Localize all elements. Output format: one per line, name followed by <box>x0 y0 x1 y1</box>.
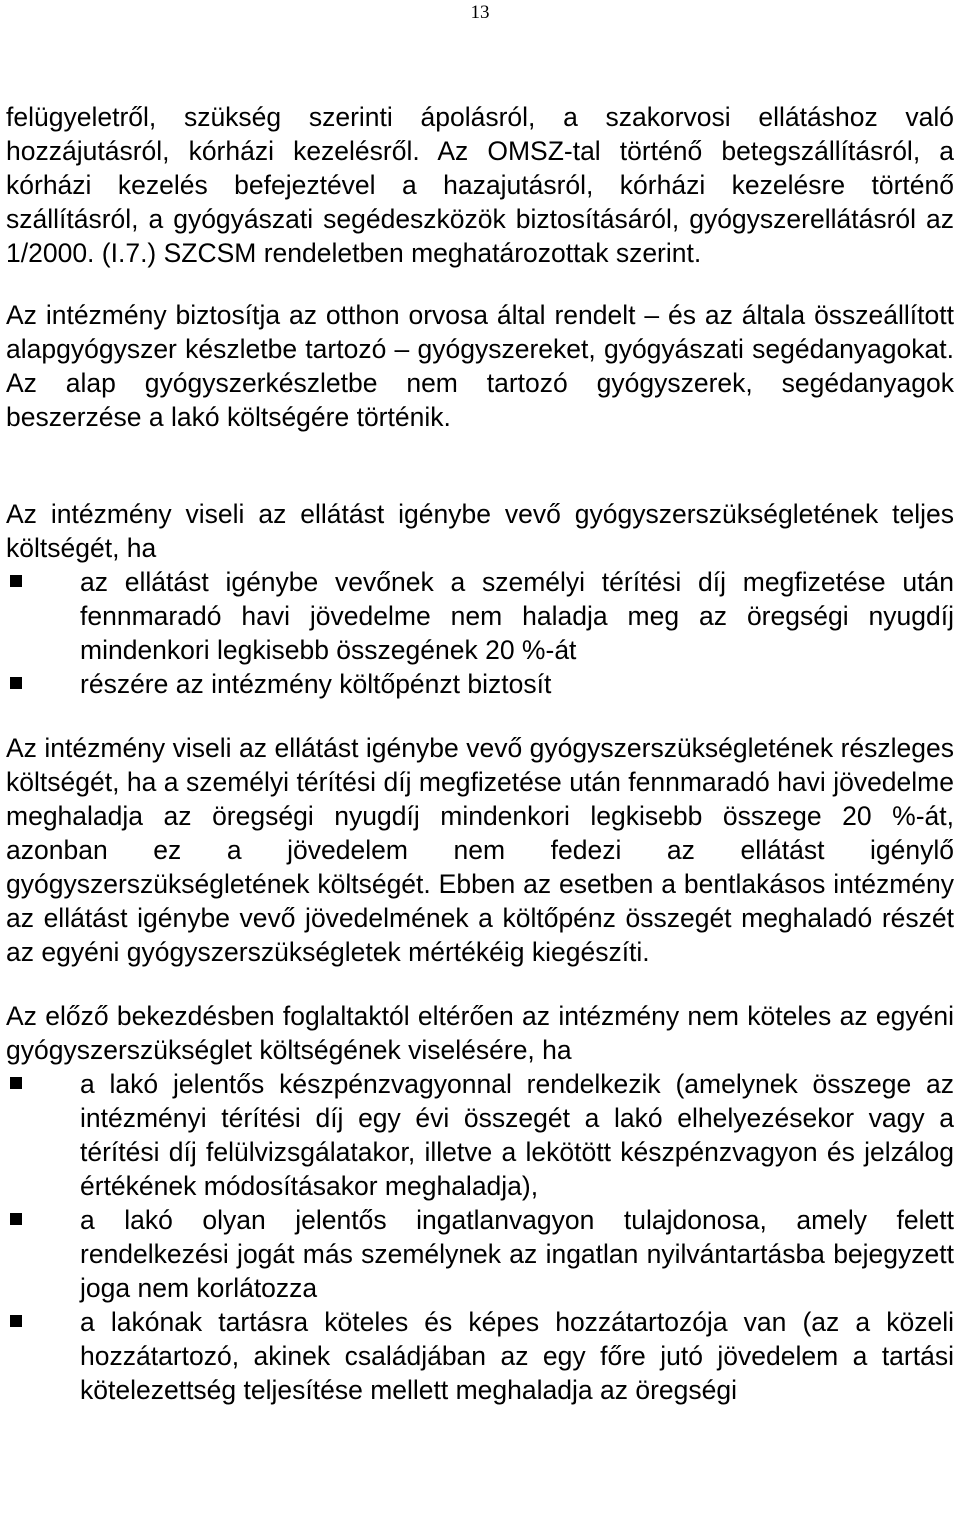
list-item: részére az intézmény költőpénzt biztosít <box>6 667 954 701</box>
full-cost-conditions-list <box>6 565 954 701</box>
exception-conditions-list <box>6 1067 954 1407</box>
list-item: a lakónak tartásra köteles és képes hozzátartozója van (az a közeli hozzátartozó, akinek családjában az egy főre jutó jövedelem a tartási kötelezettség teljesítése mellett meghaladja az öregségi <box>6 1305 954 1407</box>
paragraph-exceptions: Az előző bekezdésben foglaltaktól eltérően az intézmény nem köteles az egyéni gyógyszerszükséglet költségének viselésére, ha <box>6 1001 954 1065</box>
list-item: a lakó olyan jelentős ingatlanvagyon tulajdonosa, amely felett rendelkezési jogát más személynek az ingatlan nyilvántartásba bejegyzett joga nem korlátozza <box>6 1203 954 1305</box>
square-bullet-icon <box>10 575 22 587</box>
square-bullet-icon <box>10 677 22 689</box>
square-bullet-icon <box>10 1213 22 1225</box>
list-item: az ellátást igénybe vevőnek a személyi térítési díj megfizetése után fennmaradó havi jövedelme nem haladja meg az öregségi nyugdíj mindenkori legkisebb összegének 20 %-át <box>6 565 954 667</box>
page-number: 13 <box>470 2 490 23</box>
square-bullet-icon <box>10 1077 22 1089</box>
document-body <box>6 100 954 1407</box>
paragraph-full-cost: Az intézmény viseli az ellátást igénybe vevő gyógyszerszükségletének teljes költségét, ha <box>6 499 954 563</box>
paragraph-partial-cost: Az intézmény viseli az ellátást igénybe vevő gyógyszerszükségletének részleges költségét, ha a személyi térítési díj megfizetése után fennmaradó havi jövedelme meghaladja az öregségi nyugdíj mindenkori legkisebb összege 20 %-át, azonban ez a jövedelem nem fedezi az ellátást igénylő gyógyszerszükségletének költségét. Ebben az esetben a bentlakásos intézmény az ellátást igénybe vevő jövedelmének a költőpénz összegét meghaladó részét az egyéni gyógyszerszükségletek mértékéig kiegészíti. <box>6 733 954 967</box>
list-item: a lakó jelentős készpénzvagyonnal rendelkezik (amelynek összege az intézményi térítési díj egy évi összegét a lakó elhelyezésekor vagy a térítési díj felülvizsgálatakor, illetve a lekötött készpénzvagyon és jelzálog értékének módosításakor meghaladja), <box>6 1067 954 1203</box>
paragraph-medicine-supply: Az intézmény biztosítja az otthon orvosa által rendelt – és az általa összeállított alapgyógyszer készletbe tartozó – gyógyszereket, gyógyászati segédanyagokat. Az alap gyógyszerkészletbe nem tartozó gyógyszerek, segédanyagok beszerzése a lakó költségére történik. <box>6 300 954 432</box>
paragraph-medical-care: felügyeletről, szükség szerinti ápolásról, a szakorvosi ellátáshoz való hozzájutásról, kórházi kezelésről. Az OMSZ-tal történő betegszállításról, a kórházi kezelés befejeztével a hazajutásról, kórházi kezelésre történő szállításról, a gyógyászati segédeszközök biztosításáról, gyógyszerellátásról az 1/2000. (I.7.) SZCSM rendeletben meghatározottak szerint. <box>6 102 954 268</box>
square-bullet-icon <box>10 1315 22 1327</box>
